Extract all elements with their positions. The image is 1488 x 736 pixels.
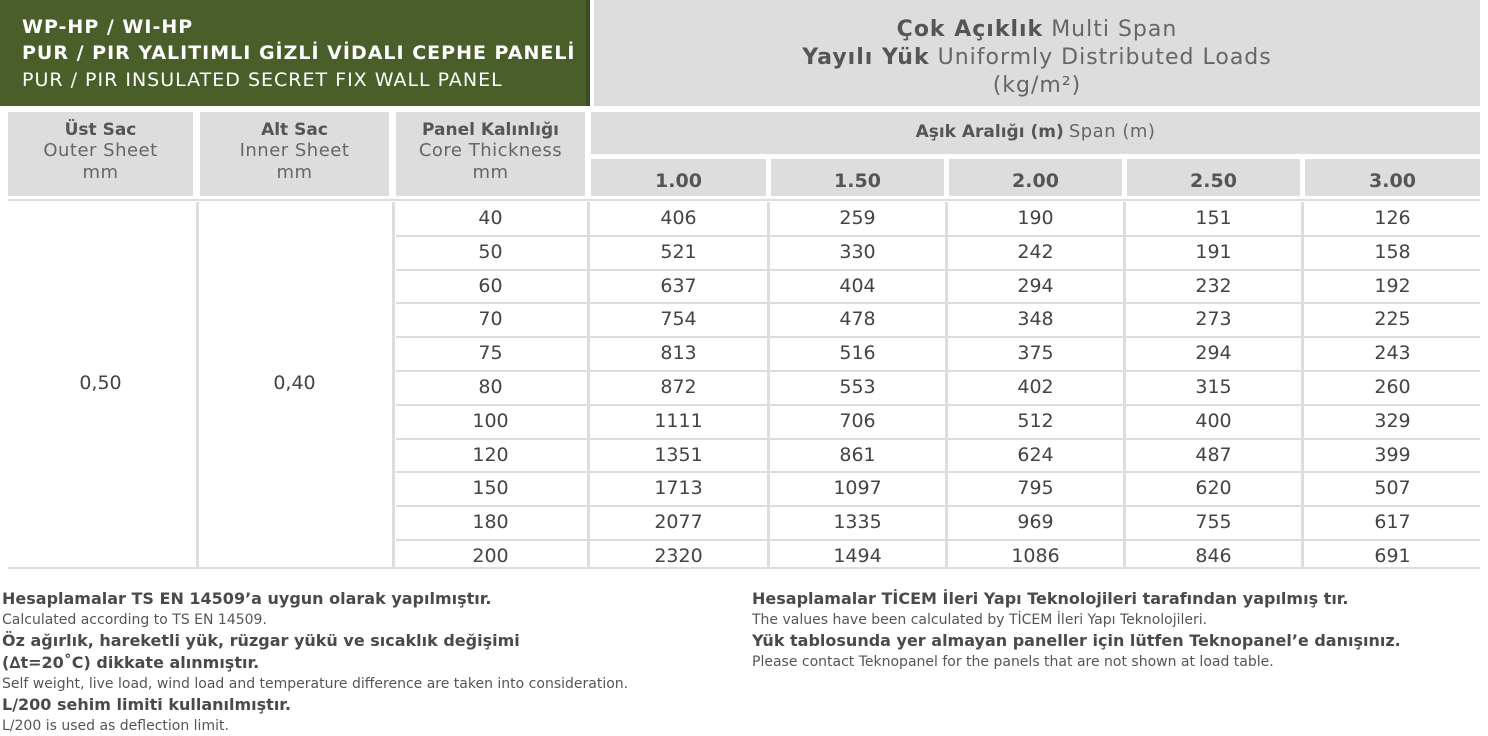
row-divider xyxy=(396,471,1480,473)
load-value-cell: 553 xyxy=(839,376,876,398)
load-value-cell: 1111 xyxy=(654,409,703,432)
load-value-cell: 1086 xyxy=(1011,545,1060,567)
load-value-cell: 754 xyxy=(660,308,697,331)
core-thickness-cell: 100 xyxy=(472,409,509,432)
load-value-cell: 294 xyxy=(1195,342,1232,365)
load-value-cell: 232 xyxy=(1195,274,1232,297)
load-value-cell: 487 xyxy=(1195,443,1232,466)
note-tr: L/200 sehim limiti kullanılmıştır. xyxy=(2,695,291,714)
load-value-cell: 813 xyxy=(660,342,697,365)
note-tr: Yük tablosunda yer almayan paneller için lütfen Teknopanel’e danışınız. xyxy=(752,631,1401,650)
load-value-cell: 402 xyxy=(1017,376,1054,398)
core-thickness-cell: 180 xyxy=(472,511,509,534)
span-header xyxy=(591,112,1480,154)
load-value-cell: 516 xyxy=(839,342,876,365)
span-type-en: Multi Span xyxy=(1051,17,1178,42)
column-divider xyxy=(392,202,395,568)
note-tr: Hesaplamalar TİCEM İleri Yapı Teknolojileri tarafından yapılmış tır. xyxy=(752,589,1349,608)
note-tr: (∆t=20˚C) dikkate alınmıştır. xyxy=(2,653,260,672)
row-divider xyxy=(396,370,1480,372)
load-value-cell: 348 xyxy=(1017,308,1054,331)
note-en: Please contact Teknopanel for the panels that are not shown at load table. xyxy=(752,654,1274,670)
load-value-cell: 242 xyxy=(1017,240,1054,263)
load-value-cell: 158 xyxy=(1374,240,1411,263)
load-value-cell: 192 xyxy=(1374,274,1411,297)
inner-sheet-value: 0,40 xyxy=(273,372,316,394)
inner-sheet-header xyxy=(200,112,389,196)
note-tr: Hesaplamalar TS EN 14509’a uygun olarak yapılmıştır. xyxy=(2,589,492,608)
load-value-cell: 1351 xyxy=(654,443,703,466)
load-value-cell: 1494 xyxy=(833,545,882,567)
load-value-cell: 521 xyxy=(660,240,697,263)
load-value-cell: 691 xyxy=(1374,545,1411,567)
load-value-cell: 259 xyxy=(839,207,876,229)
outer-sheet-en: Outer Sheet xyxy=(43,140,158,161)
product-code: WP-HP / WI-HP xyxy=(22,16,194,38)
core-thickness-cell: 60 xyxy=(478,274,503,297)
load-value-cell: 2077 xyxy=(654,511,703,534)
load-value-cell: 872 xyxy=(660,376,697,398)
row-divider xyxy=(396,505,1480,507)
core-thickness-cell: 200 xyxy=(472,545,509,567)
load-value-cell: 225 xyxy=(1374,308,1411,331)
load-value-cell: 126 xyxy=(1374,207,1411,229)
load-value-cell: 315 xyxy=(1195,376,1232,398)
row-divider xyxy=(396,539,1480,541)
core-thickness-cell: 120 xyxy=(472,443,509,466)
load-value-cell: 620 xyxy=(1195,477,1232,500)
row-divider xyxy=(396,269,1480,271)
load-value-cell: 260 xyxy=(1374,376,1411,398)
core-thickness-cell: 75 xyxy=(478,342,503,365)
load-value-cell: 375 xyxy=(1017,342,1054,365)
note-en: Self weight, live load, wind load and temperature difference are taken into consideration. xyxy=(2,676,629,692)
load-value-cell: 330 xyxy=(839,240,876,263)
load-value-cell: 617 xyxy=(1374,511,1411,534)
load-type-tr: Yayılı Yük xyxy=(802,45,930,70)
load-value-cell: 1097 xyxy=(833,477,882,500)
header-divider xyxy=(8,199,1480,201)
core-thickness-cell: 40 xyxy=(478,207,503,229)
note-tr: Öz ağırlık, hareketli yük, rüzgar yükü ve sıcaklık değişimi xyxy=(2,631,520,650)
notes-right xyxy=(752,588,1482,672)
outer-sheet-header xyxy=(8,112,193,196)
column-divider xyxy=(196,202,199,568)
load-value-cell: 861 xyxy=(839,443,876,466)
load-value-cell: 400 xyxy=(1195,409,1232,432)
load-value-cell: 846 xyxy=(1195,545,1232,567)
note-en: The values have been calculated by TİCEM İleri Yapı Teknolojileri. xyxy=(752,612,1208,628)
load-value-cell: 273 xyxy=(1195,308,1232,331)
load-value-cell: 624 xyxy=(1017,443,1054,466)
core-thickness-unit: mm xyxy=(472,162,509,183)
load-value-cell: 294 xyxy=(1017,274,1054,297)
load-value-cell: 755 xyxy=(1195,511,1232,534)
load-value-cell: 969 xyxy=(1017,511,1054,534)
load-value-cell: 795 xyxy=(1017,477,1054,500)
load-value-cell: 1335 xyxy=(833,511,882,534)
load-value-cell: 329 xyxy=(1374,409,1411,432)
load-unit: (kg/m²) xyxy=(992,73,1082,98)
load-value-cell: 507 xyxy=(1374,477,1411,500)
load-value-cell: 706 xyxy=(839,409,876,432)
span-value-5: 3.00 xyxy=(1305,159,1480,196)
inner-sheet-tr: Alt Sac xyxy=(261,120,328,140)
column-divider xyxy=(587,202,590,568)
load-value-cell: 637 xyxy=(660,274,697,297)
load-value-cell: 512 xyxy=(1017,409,1054,432)
load-value-cell: 406 xyxy=(660,207,697,229)
outer-sheet-value: 0,50 xyxy=(79,372,122,394)
load-value-cell: 243 xyxy=(1374,342,1411,365)
core-thickness-cell: 150 xyxy=(472,477,509,500)
inner-sheet-en: Inner Sheet xyxy=(239,140,350,161)
notes-left xyxy=(2,588,732,736)
load-type-en: Uniformly Distributed Loads xyxy=(937,45,1272,70)
core-thickness-tr: Panel Kalınlığı xyxy=(422,120,559,140)
load-value-cell: 191 xyxy=(1195,240,1232,263)
span-value-1: 1.00 xyxy=(591,159,766,196)
note-en: L/200 is used as deflection limit. xyxy=(2,718,229,734)
load-value-cell: 151 xyxy=(1195,207,1232,229)
load-value-cell: 404 xyxy=(839,274,876,297)
span-value-4: 2.50 xyxy=(1127,159,1300,196)
column-divider xyxy=(767,202,770,568)
span-type-tr: Çok Açıklık xyxy=(896,17,1044,42)
row-divider xyxy=(396,404,1480,406)
product-name-en: PUR / PIR INSULATED SECRET FIX WALL PANEL xyxy=(22,69,503,91)
row-divider xyxy=(396,235,1480,237)
row-divider xyxy=(396,302,1480,304)
column-divider xyxy=(1123,202,1126,568)
outer-sheet-unit: mm xyxy=(82,162,119,183)
outer-sheet-tr: Üst Sac xyxy=(64,120,137,140)
load-value-cell: 2320 xyxy=(654,545,703,567)
column-divider xyxy=(1301,202,1304,568)
load-value-cell: 478 xyxy=(839,308,876,331)
product-title-block xyxy=(0,0,590,106)
core-thickness-header xyxy=(396,112,585,196)
load-value-cell: 399 xyxy=(1374,443,1411,466)
product-name-tr: PUR / PIR YALITIMLI GİZLİ VİDALI CEPHE PANELİ xyxy=(22,42,576,64)
span-header-tr: Aşık Aralığı (m) xyxy=(915,122,1064,142)
span-value-3: 2.00 xyxy=(949,159,1122,196)
inner-sheet-unit: mm xyxy=(276,162,313,183)
core-thickness-cell: 50 xyxy=(478,240,503,263)
span-value-2: 1.50 xyxy=(771,159,944,196)
note-en: Calculated according to TS EN 14509. xyxy=(2,612,267,628)
core-thickness-en: Core Thickness xyxy=(418,140,563,161)
span-header-en: Span (m) xyxy=(1068,121,1156,142)
load-value-cell: 190 xyxy=(1017,207,1054,229)
core-thickness-cell: 80 xyxy=(478,376,503,398)
column-divider xyxy=(945,202,948,568)
load-type-header xyxy=(594,0,1480,106)
load-value-cell: 1713 xyxy=(654,477,703,500)
row-divider xyxy=(396,336,1480,338)
row-divider xyxy=(396,438,1480,440)
core-thickness-cell: 70 xyxy=(478,308,503,331)
